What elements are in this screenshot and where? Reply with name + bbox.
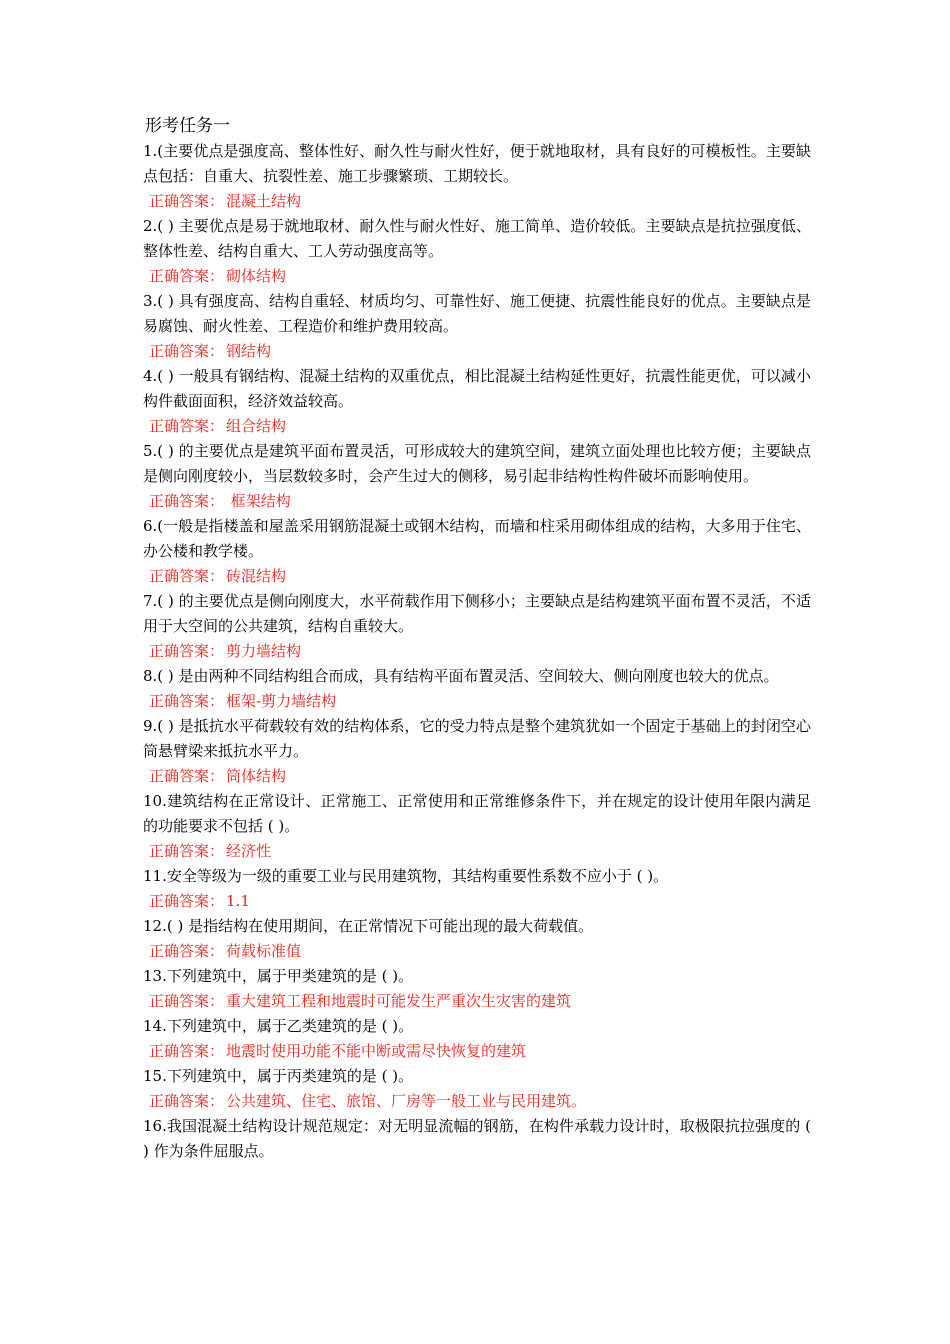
answer-text: 框架结构 <box>226 492 291 510</box>
answer-14 <box>149 1039 811 1064</box>
answer-text: 砖混结构 <box>226 567 287 585</box>
answer-text: 框架-剪力墙结构 <box>226 692 337 710</box>
answer-text: 公共建筑、住宅、旅馆、厂房等一般工业与民用建筑。 <box>226 1092 587 1110</box>
question-16: 16.我国混凝土结构设计规范规定：对无明显流幅的钢筋，在构件承载力设计时，取极限抗拉强度的 ( ) 作为条件屈服点。 <box>143 1117 811 1160</box>
question-6: 6.(一般是指楼盖和屋盖采用钢筋混凝土或钢木结构，而墙和柱采用砌体组成的结构，大多用于住宅、办公楼和教学楼。 <box>143 517 811 560</box>
answer-11 <box>149 889 811 914</box>
question-4: 4.( ) 一般具有钢结构、混凝土结构的双重优点，相比混凝土结构延性更好，抗震性能更优，可以减小构件截面面积，经济效益较高。 <box>143 367 811 410</box>
answer-text: 筒体结构 <box>226 767 287 785</box>
answer-text: 砌体结构 <box>226 267 287 285</box>
answer-text: 重大建筑工程和地震时可能发生严重次生灾害的建筑 <box>226 992 572 1010</box>
question-11: 11.安全等级为一级的重要工业与民用建筑物，其结构重要性系数不应小于 ( )。 <box>143 867 669 885</box>
answer-9 <box>149 764 811 789</box>
answer-12 <box>149 939 811 964</box>
document-page <box>143 114 811 1164</box>
answer-13 <box>149 989 811 1014</box>
answer-label: 正确答案： <box>149 842 225 860</box>
question-1: 1.(主要优点是强度高、整体性好、耐久性与耐火性好，便于就地取材，具有良好的可模板性。主要缺点包括：自重大、抗裂性差、施工步骤繁琐、工期较长。 <box>143 142 811 185</box>
question-2: 2.( ) 主要优点是易于就地取材、耐久性与耐火性好、施工简单、造价较低。主要缺点是抗拉强度低、整体性差、结构自重大、工人劳动强度高等。 <box>143 217 811 260</box>
answer-5 <box>149 489 811 514</box>
answer-label: 正确答案： <box>149 1042 225 1060</box>
answer-15 <box>149 1089 811 1114</box>
question-13: 13.下列建筑中，属于甲类建筑的是 ( )。 <box>143 967 414 985</box>
answer-label: 正确答案： <box>149 942 225 960</box>
answer-label: 正确答案： <box>149 342 225 360</box>
question-14: 14.下列建筑中，属于乙类建筑的是 ( )。 <box>143 1017 414 1035</box>
answer-text: 1.1 <box>226 892 250 910</box>
answer-text: 钢结构 <box>226 342 272 360</box>
answer-label: 正确答案： <box>149 992 225 1010</box>
answer-text: 经济性 <box>226 842 272 860</box>
answer-text: 剪力墙结构 <box>226 642 302 660</box>
question-15: 15.下列建筑中，属于丙类建筑的是 ( )。 <box>143 1067 414 1085</box>
answer-10 <box>149 839 811 864</box>
question-3: 3.( ) 具有强度高、结构自重轻、材质均匀、可靠性好、施工便捷、抗震性能良好的优点。主要缺点是易腐蚀、耐火性差、工程造价和维护费用较高。 <box>143 292 811 335</box>
document-title: 形考任务一 <box>145 116 230 136</box>
answer-label: 正确答案： <box>149 567 225 585</box>
question-9: 9.( ) 是抵抗水平荷载较有效的结构体系，它的受力特点是整个建筑犹如一个固定于基础上的封闭空心筒悬臂梁来抵抗水平力。 <box>143 717 811 760</box>
answer-label: 正确答案： <box>149 1092 225 1110</box>
answer-2 <box>149 264 811 289</box>
question-7: 7.( ) 的主要优点是侧向刚度大，水平荷载作用下侧移小；主要缺点是结构建筑平面布置不灵活，不适用于大空间的公共建筑，结构自重较大。 <box>143 592 811 635</box>
answer-1 <box>149 189 811 214</box>
question-12: 12.( ) 是指结构在使用期间，在正常情况下可能出现的最大荷载值。 <box>143 917 594 935</box>
answer-label: 正确答案： <box>149 642 225 660</box>
answer-label: 正确答案： <box>149 417 225 435</box>
answer-3 <box>149 339 811 364</box>
answer-8 <box>149 689 811 714</box>
question-8: 8.( ) 是由两种不同结构组合而成，具有结构平面布置灵活、空间较大、侧向刚度也较大的优点。 <box>143 667 779 685</box>
answer-4 <box>149 414 811 439</box>
answer-label: 正确答案： <box>149 267 225 285</box>
answer-text: 混凝土结构 <box>226 192 302 210</box>
answer-label: 正确答案： <box>149 767 225 785</box>
answer-label: 正确答案： <box>149 692 225 710</box>
answer-7 <box>149 639 811 664</box>
question-10: 10.建筑结构在正常设计、正常施工、正常使用和正常维修条件下，并在规定的设计使用年限内满足的功能要求不包括 ( )。 <box>143 792 811 835</box>
answer-label: 正确答案： <box>149 192 225 210</box>
answer-label: 正确答案： <box>149 892 225 910</box>
answer-text: 荷载标准值 <box>226 942 302 960</box>
answer-label: 正确答案： <box>149 492 225 510</box>
answer-text: 地震时使用功能不能中断或需尽快恢复的建筑 <box>226 1042 527 1060</box>
answer-6 <box>149 564 811 589</box>
answer-text: 组合结构 <box>226 417 287 435</box>
question-5: 5.( ) 的主要优点是建筑平面布置灵活，可形成较大的建筑空间，建筑立面处理也比较方便；主要缺点是侧向刚度较小，当层数较多时，会产生过大的侧移，易引起非结构性构件破坏而影响使用。 <box>143 442 811 485</box>
